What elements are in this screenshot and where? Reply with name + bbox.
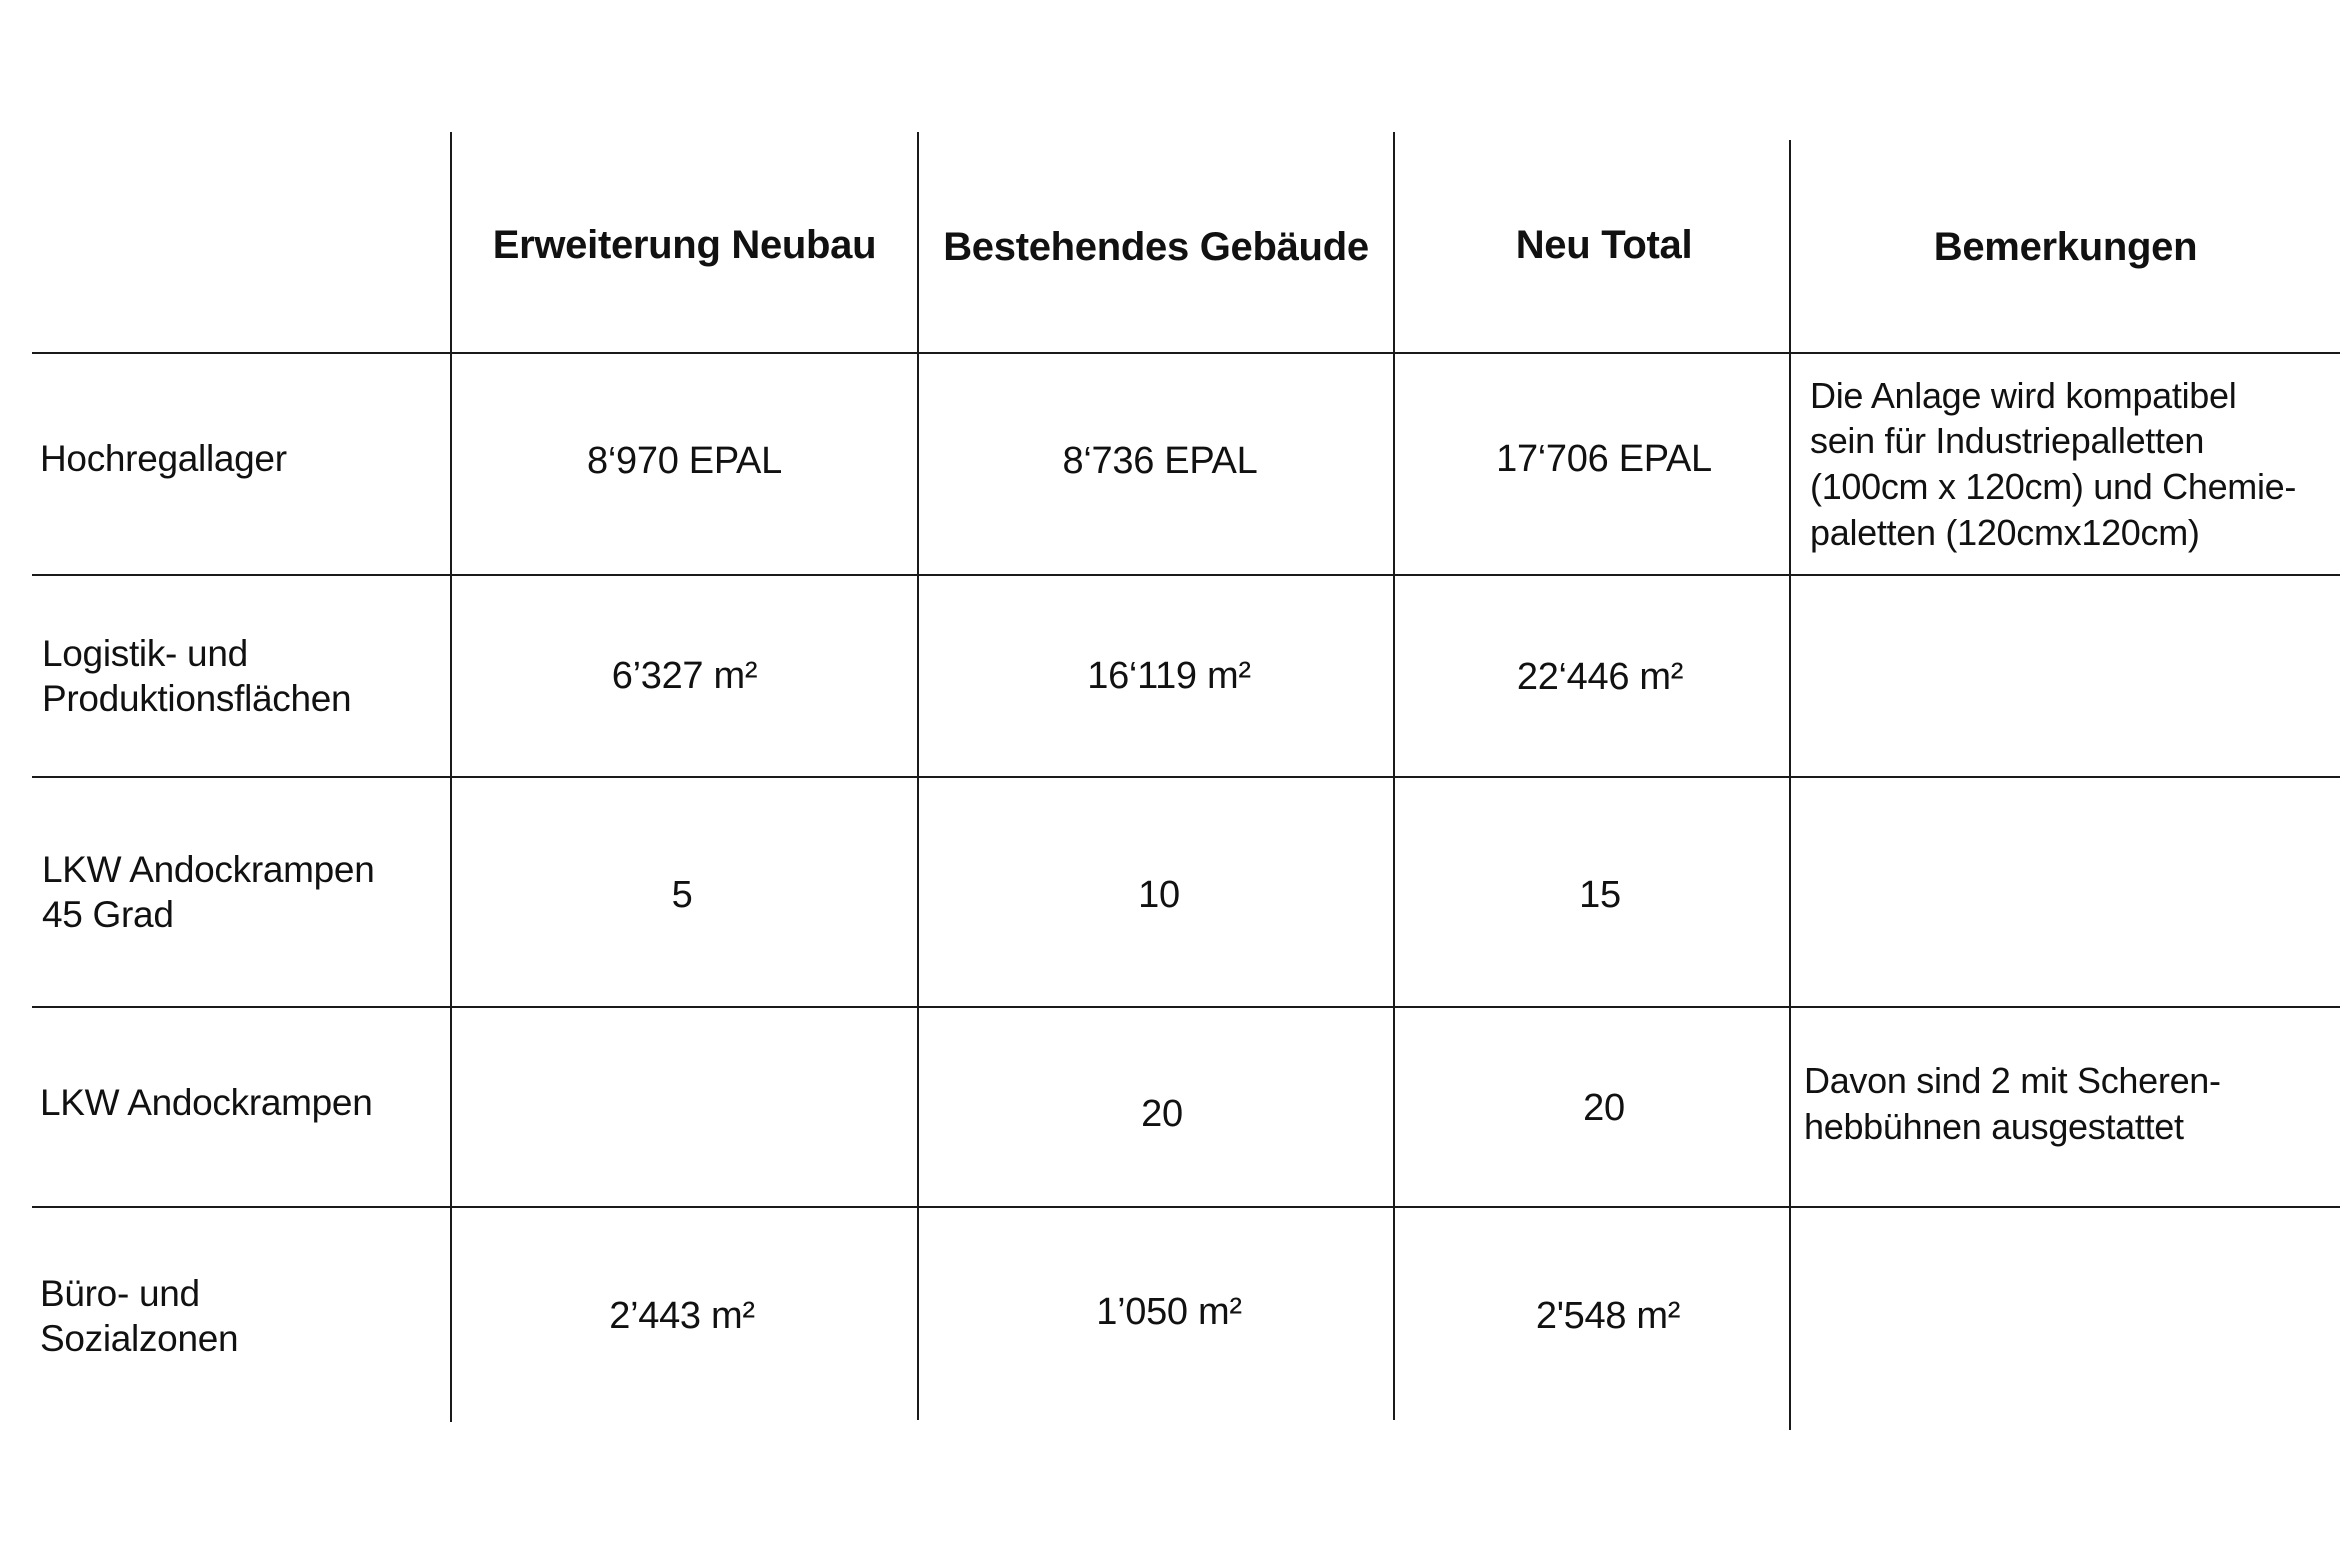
cell-note: Davon sind 2 mit Scheren- hebbühnen ausgestattet <box>1804 1060 2221 1147</box>
cell-total <box>1395 1008 1813 1208</box>
cell-bestehend <box>919 778 1399 1012</box>
cell-value: 6’327 m² <box>611 654 758 697</box>
row-label-hochregallager <box>40 354 448 564</box>
cell-value: 5 <box>671 873 693 916</box>
header-label: Bemerkungen <box>1933 224 2198 269</box>
cell-neubau <box>452 1008 917 1206</box>
cell-value: 15 <box>1579 873 1621 916</box>
row-label: LKW Andockrampen 45 Grad <box>42 848 375 935</box>
cell-bemerkung <box>1810 1208 2340 1424</box>
cell-value: 20 <box>1141 1092 1183 1135</box>
cell-value: 2’443 m² <box>609 1294 755 1337</box>
cell-value: 17‘706 EPAL <box>1496 437 1712 480</box>
row-label: Logistik- und Produktionsflächen <box>42 632 352 719</box>
cell-bestehend <box>919 1008 1405 1220</box>
cell-bestehend <box>919 354 1401 568</box>
cell-total <box>1395 354 1813 564</box>
cell-total <box>1395 1208 1821 1424</box>
cell-value: 22‘446 m² <box>1516 655 1684 698</box>
cell-neubau <box>452 778 912 1012</box>
cell-total <box>1395 778 1805 1012</box>
cell-bemerkung <box>1810 778 2340 1006</box>
cell-value: 20 <box>1583 1086 1625 1129</box>
header-erweiterung-neubau <box>452 180 917 310</box>
cell-value: 16‘119 m² <box>1087 654 1251 697</box>
cell-bestehend <box>919 576 1419 776</box>
cell-bemerkung <box>1804 1008 2340 1204</box>
header-bestehendes-gebaeude <box>919 180 1393 314</box>
cell-value: 1’050 m² <box>1096 1290 1242 1333</box>
header-label: Neu Total <box>1515 222 1693 267</box>
header-neu-total <box>1395 180 1813 310</box>
header-label: Erweiterung Neubau <box>492 222 877 267</box>
header-bemerkungen <box>1791 180 2340 314</box>
cell-value: 8‘736 EPAL <box>1062 439 1258 482</box>
row-label-lkw-45-grad <box>42 778 448 1006</box>
cell-total <box>1395 576 1805 778</box>
cell-value: 8‘970 EPAL <box>587 439 782 482</box>
cell-bestehend <box>919 1208 1419 1416</box>
row-label-lkw-andockrampen <box>40 1008 448 1198</box>
row-label: LKW Andockrampen <box>40 1082 373 1124</box>
cell-neubau <box>452 354 917 568</box>
cell-neubau <box>452 576 917 776</box>
cell-value: 2'548 m² <box>1535 1294 1681 1337</box>
cell-bemerkung <box>1810 576 2340 776</box>
cell-neubau <box>452 1208 912 1424</box>
cell-note: Die Anlage wird kompatibel sein für Industriepalletten (100cm x 120cm) und Chemie- paletten (120cmx120cm) <box>1810 374 2297 553</box>
cell-bemerkung <box>1810 354 2340 574</box>
cell-value: 10 <box>1138 873 1180 916</box>
row-label: Hochregallager <box>40 438 287 480</box>
row-label-buero-sozialzonen <box>40 1208 448 1424</box>
header-label: Bestehendes Gebäude <box>943 224 1369 269</box>
row-label: Büro- und Sozialzonen <box>40 1272 239 1359</box>
row-label-logistik-produktion <box>42 576 448 776</box>
